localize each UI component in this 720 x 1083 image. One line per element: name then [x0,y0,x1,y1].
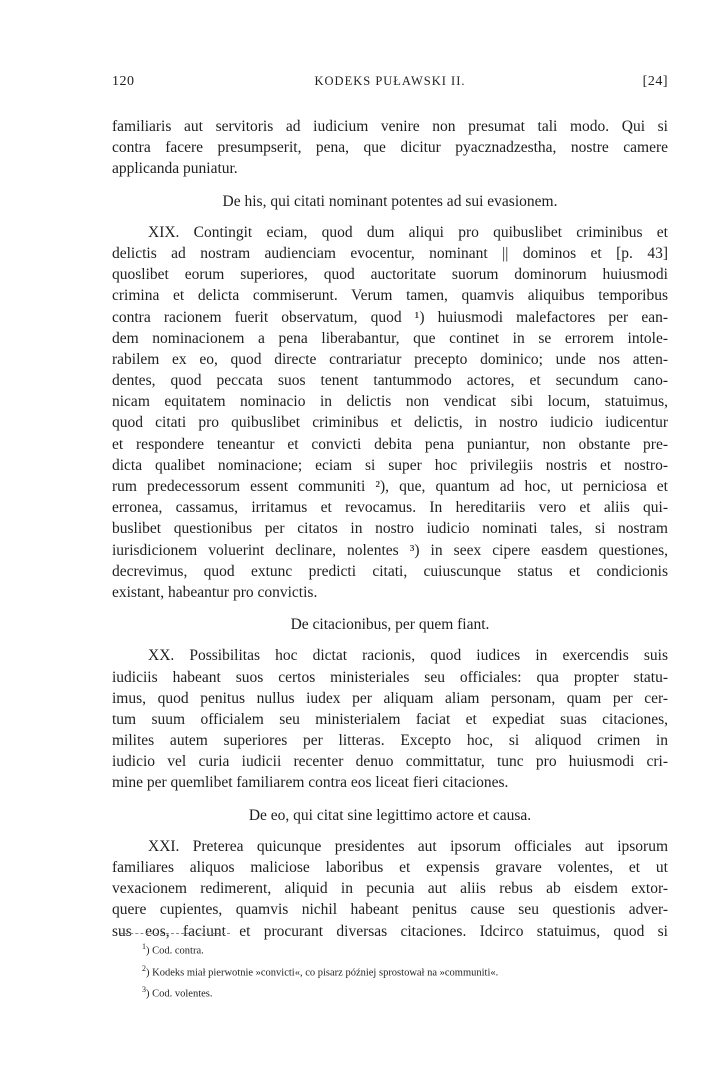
text-line: milites autem superiores per litteras. Excepto hoc, si aliquod crimen in [112,732,668,750]
text-line: rabilem ex eo, quod directe contrariatur precepto dominico; unde nos atten- [112,350,668,368]
text-line: rum predecessorum essent communiti ²), que, quantum ad hoc, ut perniciosa et [112,478,668,495]
text-line: dentes, quod peccata suos tenent tantummodo actores, et secundum cano- [112,372,668,390]
running-header [112,74,668,96]
text-line: contra facere presumpserit, pena, que dicitur pyacznadzestha, nostre camere [112,139,668,157]
footnote-mark: 2 [142,963,146,973]
running-title: KODEKS PUŁAWSKI II. [314,74,466,88]
text-line: quoslibet eorum superiores, quod auctoritate suorum dominorum huiusmodi [112,266,668,284]
text-line: decrevimus, quod extunc predicti citati, cuiuscunque status et condicionis [112,562,668,580]
text-line: quod citati pro quibuslibet criminibus et delictis, in nostro iudicio iudicentur [112,414,668,432]
footnote: $^3$) Cod. volentes. [142,985,213,1000]
text-line: iudicio vel curia iudicii recenter denuo committatur, tunc pro huiusmodi cri- [112,753,668,771]
text-line: familiares aliquos maliciose laboribus et expensis gravare volentes, et ut [112,859,668,876]
page-body [112,116,668,942]
text-line: familiaris aut servitoris ad iudicium venire non presumat tali modo. Qui si [112,118,668,135]
text-line: contra racionem fuerit observatum, quod ¹) huiusmodi malefactores per ean- [112,308,668,326]
intro-paragraph [112,116,668,180]
text-line: quere cupientes, quamvis nichil habeant penitus cause seu questionis adver- [112,901,668,919]
footnote-mark: 3 [142,985,146,994]
text-line: dicta qualibet nominacione; eciam si super hoc privilegiis nostris et nostro- [112,456,668,474]
footnote-divider [120,933,230,934]
section-xxi [112,805,668,942]
footnote: $^1$) Cod. contra. [142,942,204,957]
section-heading: De his, qui citati nominant potentes ad sui evasionem. [222,192,558,210]
text-line: buslibet questionibus per citatos in nostro iudicio nominati tales, si nostram [112,520,668,538]
text-line: XXI. Preterea quicunque presidentes aut ipsorum officiales aut ipsorum [148,837,668,855]
text-line: nicam equitatem nominacio in delictis non vendicat sibi locum, statuimus, [112,393,668,411]
section-xx [112,614,668,794]
footnote-text: Cod. volentes. [152,988,213,1000]
text-line: iurisdicionem voluerint declinare, nolentes ³) in seex cipere easdem questiones, [112,541,668,559]
section-xix [112,191,668,604]
text-line: applicanda puniatur. [112,160,238,178]
text-line: delictis ad nostram audienciam evocentur, nominant || dominos et [p. 43] [112,244,668,262]
text-line: crimina et delicta commiserunt. Verum tamen, quamvis aliquibus temporibus [112,287,668,305]
text-line: XIX. Contingit eciam, quod dum aliqui pro quibuslibet criminibus et [148,223,668,241]
footnote-mark: 1 [142,942,146,951]
page-number: 120 [112,74,135,89]
section-heading: De citacionibus, per quem fiant. [290,616,490,634]
text-line: et respondere teneantur et convicti debita pena puniantur, non obstante pre- [112,435,668,453]
text-line: erronea, cassamus, irritamus et revocamus. In hereditariis vero et aliis qui- [112,499,668,517]
text-line: dem nominacionem a pena liberabantur, que continet in se errorem intole- [112,329,668,347]
text-line: sus eos, faciunt et procurant diversas citaciones. Idcirco statuimus, quod si [112,922,668,940]
footnote-text: Kodeks miał pierwotnie »convicti«, co pisarz później sprostował na »communiti«. [152,967,499,978]
section-number: [24] [642,74,668,89]
footnote: $^2$) Kodeks miał pierwotnie »convicti«, co pisarz później sprostował na »communiti«. [142,963,499,978]
text-line: imus, quod penitus nullus iudex per aliquam aliam personam, quam per cer- [112,689,668,707]
text-line: vexacionem redimerent, aliquid in pecunia aut aliis rebus ab eisdem extor- [112,880,668,898]
text-line: existant, habeantur pro convictis. [112,583,318,601]
text-line: mine per quemlibet familiarem contra eos liceat fieri citaciones. [112,774,509,792]
text-line: iudiciis habeant suos certos ministeriales seu officiales: qua propter statu- [112,668,668,686]
text-line: tum suum officialem seu ministerialem faciat et expediat suas citaciones, [112,710,668,728]
footnotes [112,933,668,1003]
section-heading: De eo, qui citat sine legittimo actore et causa. [248,806,532,824]
text-line: XX. Possibilitas hoc dictat racionis, quod iudices in exercendis suis [148,647,668,665]
footnote-text: Cod. contra. [152,945,204,957]
